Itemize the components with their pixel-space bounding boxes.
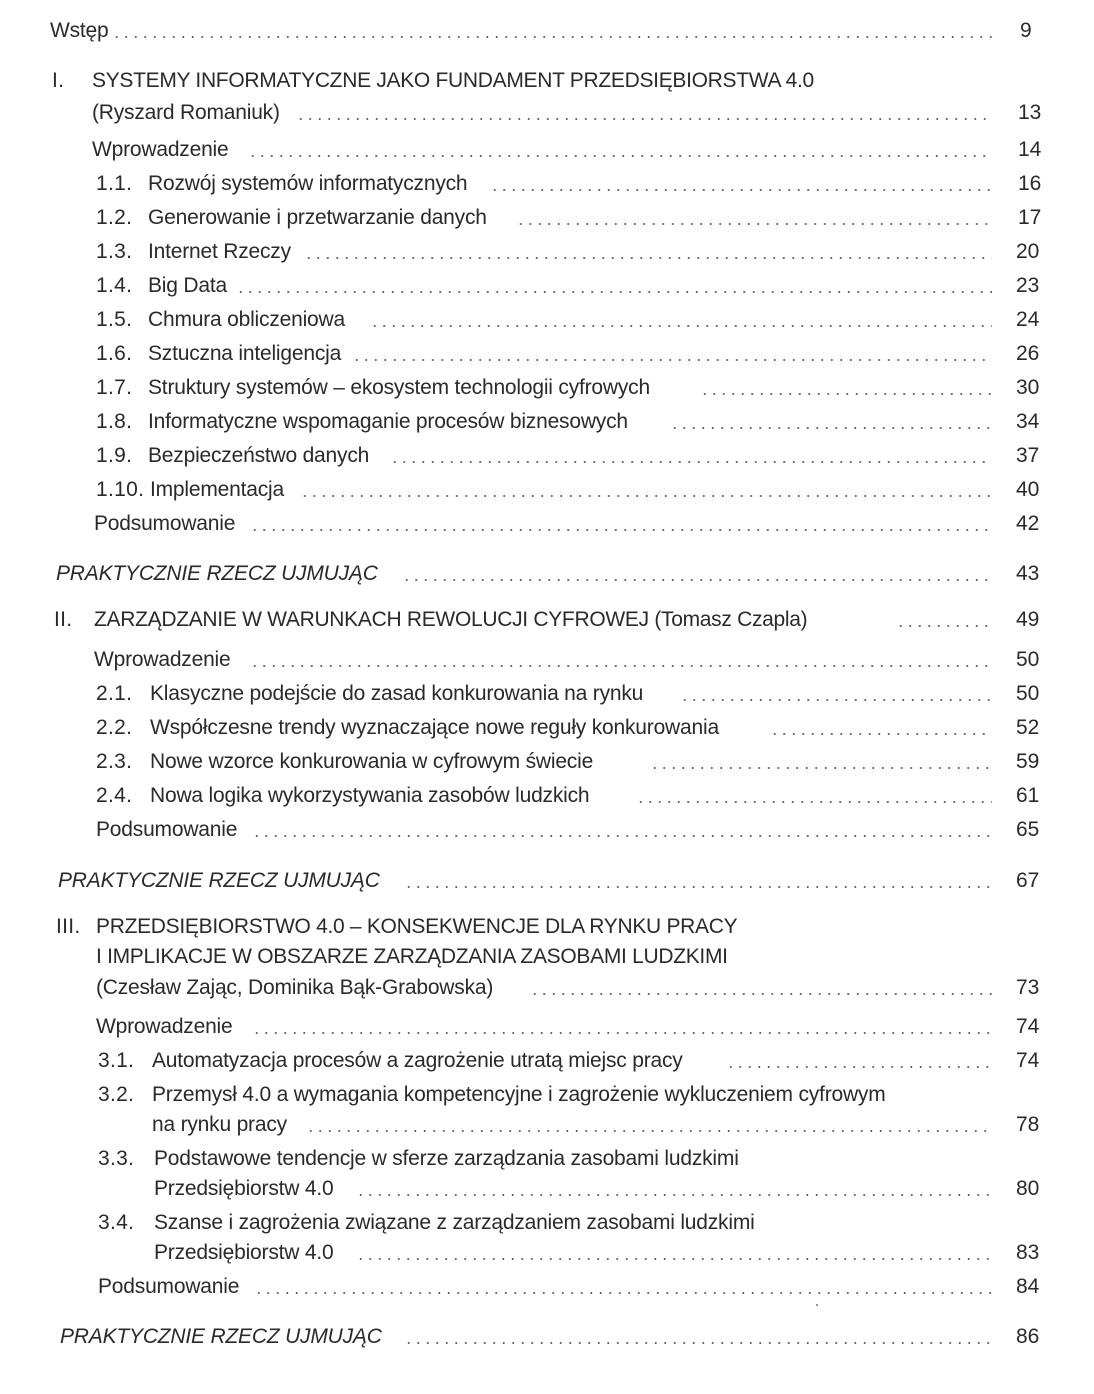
dot-leader — [304, 237, 992, 267]
section-title: Implementacja — [150, 475, 290, 505]
section-title: Chmura obliczeniowa — [148, 305, 351, 335]
dot-leader — [252, 1012, 992, 1042]
chapter-author: (Czesław Zając, Dominika Bąk-Grabowska) — [96, 973, 499, 1003]
dot-leader — [254, 1272, 992, 1302]
toc-page-number: 52 — [1016, 716, 1040, 739]
dot-leader — [402, 559, 992, 589]
section-title: Internet Rzeczy — [148, 237, 297, 267]
dot-leader — [300, 475, 992, 505]
dot-leader — [296, 98, 992, 128]
section-number: 2.4. — [96, 784, 133, 807]
toc-entry-title: Podsumowanie — [96, 815, 243, 845]
chapter-author: (Ryszard Romaniuk) — [92, 98, 286, 128]
toc-page-number: 61 — [1016, 784, 1040, 807]
section-number: 1.3. — [96, 240, 133, 263]
section-3-4[interactable] — [0, 1208, 1094, 1238]
toc-page-number: 17 — [1018, 206, 1042, 229]
dot-leader — [650, 747, 992, 777]
toc-page-number: 78 — [1016, 1113, 1040, 1136]
toc-page-number: 50 — [1016, 682, 1040, 705]
toc-page-number: 43 — [1016, 562, 1040, 585]
toc-page-number: 13 — [1018, 101, 1042, 124]
section-title: Sztuczna inteligencja — [148, 339, 347, 369]
toc-page-number: 20 — [1016, 240, 1040, 263]
toc-page-number: 80 — [1016, 1177, 1040, 1200]
chapter-1-summary[interactable] — [0, 509, 1094, 539]
toc-page-number: 84 — [1016, 1275, 1040, 1298]
dot-leader — [636, 781, 992, 811]
section-title: Szanse i zagrożenia związane z zarządzaniem zasobami ludzkimi — [154, 1208, 761, 1238]
section-title: Generowanie i przetwarzanie danych — [148, 203, 493, 233]
chapter-2-intro[interactable] — [0, 645, 1094, 675]
section-1-6[interactable] — [0, 339, 1094, 369]
section-number: 1.7. — [96, 376, 133, 399]
dot-leader — [530, 973, 992, 1003]
dot-leader — [404, 1322, 992, 1352]
section-2-1[interactable] — [0, 679, 1094, 709]
chapter-number: I. — [52, 69, 65, 92]
section-title: Nowe wzorce konkurowania w cyfrowym świecie — [150, 747, 599, 777]
section-title-continued: Przedsiębiorstw 4.0 — [154, 1174, 339, 1204]
section-3-3-cont[interactable] — [0, 1174, 1094, 1204]
section-number: 1.4. — [96, 274, 133, 297]
dot-leader — [356, 1174, 992, 1204]
toc-page-number: 9 — [1020, 19, 1032, 42]
toc-entry-title: Wprowadzenie — [92, 135, 235, 165]
chapter-title-line-2: I IMPLIKACJE W OBSZARZE ZARZĄDZANIA ZASOBAMI LUDZKIMI — [96, 942, 734, 972]
section-title: Big Data — [148, 271, 233, 301]
toc-page-number: 50 — [1016, 648, 1040, 671]
dot-leader — [306, 1110, 992, 1140]
section-title: Nowa logika wykorzystywania zasobów ludzkich — [150, 781, 595, 811]
toc-page-number: 59 — [1016, 750, 1040, 773]
toc-page-number: 83 — [1016, 1241, 1040, 1264]
chapter-number: III. — [56, 915, 81, 938]
toc-page-number: 40 — [1016, 478, 1040, 501]
section-3-4-cont[interactable] — [0, 1238, 1094, 1268]
section-number: 2.3. — [96, 750, 133, 773]
section-title: Informatyczne wspomaganie procesów biznesowych — [148, 407, 634, 437]
dot-leader — [670, 407, 992, 437]
toc-page-number: 49 — [1016, 608, 1040, 631]
toc-entry-title: Podsumowanie — [94, 509, 241, 539]
dot-leader — [356, 1238, 992, 1268]
chapter-1-intro[interactable] — [0, 135, 1094, 165]
section-1-5[interactable] — [0, 305, 1094, 335]
section-2-3[interactable] — [0, 747, 1094, 777]
dot-leader — [112, 16, 992, 46]
toc-page-number: 34 — [1016, 410, 1040, 433]
section-number: 1.1. — [96, 172, 133, 195]
toc-entry-title: PRAKTYCZNIE RZECZ UJMUJĄC — [60, 1322, 388, 1352]
section-title: Bezpieczeństwo danych — [148, 441, 375, 471]
chapter-title-line-1: SYSTEMY INFORMATYCZNE JAKO FUNDAMENT PRZEDSIĘBIORSTWA 4.0 — [92, 66, 820, 96]
section-title: Przemysł 4.0 a wymagania kompetencyjne i zagrożenie wykluczeniem cyfrowym — [152, 1080, 892, 1110]
toc-entry-title: PRAKTYCZNIE RZECZ UJMUJĄC — [56, 559, 384, 589]
section-1-9[interactable] — [0, 441, 1094, 471]
dot-leader — [680, 679, 992, 709]
toc-page-number: 65 — [1016, 818, 1040, 841]
section-1-3[interactable] — [0, 237, 1094, 267]
section-number: 1.5. — [96, 308, 133, 331]
section-number: 3.4. — [98, 1211, 135, 1234]
toc-entry-title: Wprowadzenie — [94, 645, 237, 675]
chapter-1-heading-line-2[interactable] — [0, 98, 1094, 128]
section-number: 1.10. — [96, 478, 145, 501]
chapter-2-heading[interactable] — [0, 605, 1094, 635]
dot-leader — [370, 305, 992, 335]
dot-leader — [250, 645, 992, 675]
section-title: Klasyczne podejście do zasad konkurowania na rynku — [150, 679, 649, 709]
section-1-4[interactable] — [0, 271, 1094, 301]
section-3-2-cont[interactable] — [0, 1110, 1094, 1140]
section-number: 3.1. — [98, 1049, 135, 1072]
section-title: Współczesne trendy wyznaczające nowe reguły konkurowania — [150, 713, 725, 743]
dot-leader — [252, 815, 992, 845]
chapter-3-intro[interactable] — [0, 1012, 1094, 1042]
dot-leader — [770, 713, 992, 743]
section-1-8[interactable] — [0, 407, 1094, 437]
dot-leader — [352, 339, 992, 369]
toc-page-number: 74 — [1016, 1049, 1040, 1072]
dot-leader — [490, 169, 992, 199]
chapter-1-heading[interactable] — [0, 66, 1094, 96]
chapter-3-practical[interactable] — [0, 1322, 1094, 1352]
section-number: 1.6. — [96, 342, 133, 365]
section-number: 1.9. — [96, 444, 133, 467]
section-title-continued: na rynku pracy — [152, 1110, 293, 1140]
chapter-2-summary[interactable] — [0, 815, 1094, 845]
chapter-2-practical[interactable] — [0, 866, 1094, 896]
scan-speck — [816, 1304, 818, 1306]
section-number: 3.3. — [98, 1147, 135, 1170]
toc-page-number: 30 — [1016, 376, 1040, 399]
dot-leader — [700, 373, 992, 403]
chapter-3-heading[interactable] — [0, 912, 1094, 942]
chapter-3-heading-line-2[interactable] — [0, 942, 1094, 972]
chapter-title-line-1: ZARZĄDZANIE W WARUNKACH REWOLUCJI CYFROWEJ (Tomasz Czapla) — [94, 605, 813, 635]
toc-entry-title: PRAKTYCZNIE RZECZ UJMUJĄC — [58, 866, 386, 896]
dot-leader — [250, 509, 992, 539]
section-title: Rozwój systemów informatycznych — [148, 169, 473, 199]
toc-page-number: 67 — [1016, 869, 1040, 892]
chapter-3-heading-line-3[interactable] — [0, 973, 1094, 1003]
section-3-3[interactable] — [0, 1144, 1094, 1174]
section-1-10[interactable] — [0, 475, 1094, 505]
chapter-3-summary[interactable] — [0, 1272, 1094, 1302]
section-title: Automatyzacja procesów a zagrożenie utratą miejsc pracy — [152, 1046, 689, 1076]
toc-page-number: 14 — [1018, 138, 1042, 161]
section-title: Podstawowe tendencje w sferze zarządzania zasobami ludzkimi — [154, 1144, 745, 1174]
section-number: 2.1. — [96, 682, 133, 705]
section-2-4[interactable] — [0, 781, 1094, 811]
toc-entry-title: Wstęp — [50, 16, 115, 46]
toc-page-number: 37 — [1016, 444, 1040, 467]
toc-page-number: 42 — [1016, 512, 1040, 535]
dot-leader — [516, 203, 992, 233]
dot-leader — [390, 441, 992, 471]
toc-entry-title: Podsumowanie — [98, 1272, 245, 1302]
dot-leader — [248, 135, 992, 165]
section-number: 1.2. — [96, 206, 133, 229]
section-3-1[interactable] — [0, 1046, 1094, 1076]
toc-entry-intro[interactable] — [0, 16, 1094, 46]
toc-page-number: 24 — [1016, 308, 1040, 331]
section-1-2[interactable] — [0, 203, 1094, 233]
section-1-1[interactable] — [0, 169, 1094, 199]
toc-page-number: 16 — [1018, 172, 1042, 195]
toc-page-number: 23 — [1016, 274, 1040, 297]
dot-leader — [404, 866, 992, 896]
chapter-title-line-1: PRZEDSIĘBIORSTWO 4.0 – KONSEKWENCJE DLA RYNKU PRACY — [96, 912, 743, 942]
section-2-2[interactable] — [0, 713, 1094, 743]
section-title: Struktury systemów – ekosystem technologii cyfrowych — [148, 373, 656, 403]
section-1-7[interactable] — [0, 373, 1094, 403]
toc-page-number: 86 — [1016, 1325, 1040, 1348]
toc-page-number: 26 — [1016, 342, 1040, 365]
toc-page-number: 73 — [1016, 976, 1040, 999]
section-3-2[interactable] — [0, 1080, 1094, 1110]
section-number: 3.2. — [98, 1083, 135, 1106]
dot-leader — [726, 1046, 992, 1076]
dot-leader — [236, 271, 992, 301]
section-number: 1.8. — [96, 410, 133, 433]
toc-page-number: 74 — [1016, 1015, 1040, 1038]
chapter-number: II. — [54, 608, 73, 631]
toc-entry-title: Wprowadzenie — [96, 1012, 239, 1042]
chapter-1-practical[interactable] — [0, 559, 1094, 589]
section-number: 2.2. — [96, 716, 133, 739]
section-title-continued: Przedsiębiorstw 4.0 — [154, 1238, 339, 1268]
dot-leader — [896, 605, 992, 635]
